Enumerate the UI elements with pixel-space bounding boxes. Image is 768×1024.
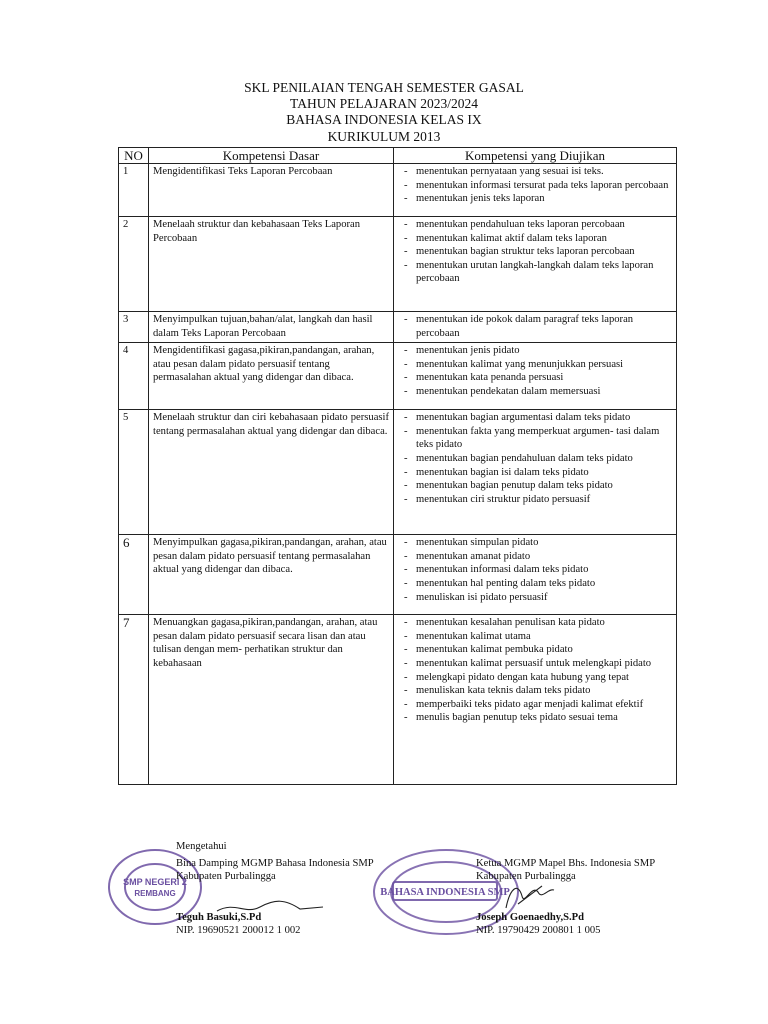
kompetensi-diujikan-cell (394, 164, 677, 217)
left-signer-place: Kabupaten Purbalingga (176, 871, 276, 882)
kompetensi-dasar-cell: Menyimpulkan tujuan,bahan/alat, langkah dan hasil dalam Teks Laporan Percobaan (149, 312, 394, 343)
kompetensi-dasar-cell: Mengidentifikasi gagasa,pikiran,pandangan, arahan, atau pesan dalam pidato persuasif tentang permasalahan aktual yang didengar dan dibaca. (149, 343, 394, 410)
row-number: 3 (119, 312, 149, 343)
competency-item: - menentukan kesalahan penulisan kata pidato (398, 616, 672, 630)
row-number: 6 (119, 535, 149, 615)
competency-item: - melengkapi pidato dengan kata hubung yang tepat (398, 671, 672, 685)
competency-item: - menentukan hal penting dalam teks pidato (398, 577, 672, 591)
document-title-line-3: BAHASA INDONESIA KELAS IX (286, 112, 482, 127)
header-kompetensi-diujikan: Kompetensi yang Diujikan (394, 148, 677, 164)
document-title-line-2: TAHUN PELAJARAN 2023/2024 (290, 96, 478, 111)
competency-item: - menentukan amanat pidato (398, 550, 672, 564)
competency-item: - menuliskan isi pidato persuasif (398, 591, 672, 605)
table-row (119, 410, 677, 535)
competency-item: - memperbaiki teks pidato agar menjadi kalimat efektif (398, 698, 672, 712)
right-signer-nip: NIP. 19790429 200801 1 005 (476, 925, 601, 936)
kompetensi-diujikan-cell (394, 535, 677, 615)
kompetensi-dasar-cell: Menelaah struktur dan kebahasaan Teks Laporan Percobaan (149, 217, 394, 312)
competency-item: - menentukan kalimat persuasif untuk melengkapi pidato (398, 657, 672, 671)
right-signer-name: Joseph Goenaedhy,S.Pd (476, 912, 585, 923)
competency-item: - menentukan kata penanda persuasi (398, 371, 672, 385)
competency-item: - menentukan jenis teks laporan (398, 192, 672, 206)
kompetensi-diujikan-cell (394, 343, 677, 410)
kompetensi-dasar-cell: Menuangkan gagasa,pikiran,pandangan, arahan, atau pesan dalam pidato persuasif secara lisan dan atau tulisan dengan mem- perhatikan struktur dan kebahasaan (149, 615, 394, 785)
competency-item: - menentukan kalimat utama (398, 630, 672, 644)
row-number: 4 (119, 343, 149, 410)
competency-item: - menentukan simpulan pidato (398, 536, 672, 550)
document-title-line-1: SKL PENILAIAN TENGAH SEMESTER GASAL (244, 80, 524, 95)
competency-item: - menentukan jenis pidato (398, 344, 672, 358)
competency-item: - menentukan informasi dalam teks pidato (398, 563, 672, 577)
skl-table (118, 147, 677, 785)
competency-item: - menentukan kalimat pembuka pidato (398, 643, 672, 657)
competency-item: - menentukan bagian struktur teks laporan percobaan (398, 245, 672, 259)
competency-item: - menentukan kalimat yang menunjukkan persuasi (398, 358, 672, 372)
competency-item: - menentukan fakta yang memperkuat argumen- tasi dalam teks pidato (398, 425, 672, 452)
right-signer-role: Ketua MGMP Mapel Bhs. Indonesia SMP (476, 858, 656, 869)
kompetensi-diujikan-cell (394, 410, 677, 535)
competency-item: - menentukan bagian isi dalam teks pidato (398, 466, 672, 480)
header-kompetensi-dasar: Kompetensi Dasar (149, 148, 394, 164)
document-title-line-4: KURIKULUM 2013 (327, 129, 441, 144)
left-signer-nip: NIP. 19690521 200012 1 002 (176, 925, 301, 936)
mengetahui-label: Mengetahui (176, 841, 227, 852)
competency-item: - menentukan ide pokok dalam paragraf teks laporan percobaan (398, 313, 672, 340)
stamp-left-text-top: SMP NEGERI 2 (123, 877, 187, 887)
competency-item: - menulis bagian penutup teks pidato sesuai tema (398, 711, 672, 725)
kompetensi-dasar-cell: Menyimpulkan gagasa,pikiran,pandangan, arahan, atau pesan dalam pidato persuasif tentang permasalahan aktual yang didengar dan dibaca. (149, 535, 394, 615)
kompetensi-diujikan-cell (394, 217, 677, 312)
competency-item: - menentukan ciri struktur pidato persuasif (398, 493, 672, 507)
table-row (119, 343, 677, 410)
left-signer-role: Bina Damping MGMP Bahasa Indonesia SMP (176, 858, 374, 869)
row-number: 7 (119, 615, 149, 785)
stamp-right-text: BAHASA INDONESIA SMP (380, 887, 510, 898)
stamp-left-text-bottom: REMBANG (134, 889, 176, 898)
kompetensi-dasar-cell: Menelaah struktur dan ciri kebahasaan pidato persuasif tentang permasalahan aktual yang didengar dan dibaca. (149, 410, 394, 535)
competency-item: - menentukan pernyataan yang sesuai isi teks. (398, 165, 672, 179)
table-row (119, 217, 677, 312)
header-no: NO (119, 148, 149, 164)
row-number: 5 (119, 410, 149, 535)
table-row (119, 615, 677, 785)
row-number: 2 (119, 217, 149, 312)
left-signer-name: Teguh Basuki,S.Pd (176, 912, 262, 923)
table-header-row (119, 148, 677, 164)
kompetensi-diujikan-cell (394, 312, 677, 343)
table-row (119, 164, 677, 217)
row-number: 1 (119, 164, 149, 217)
competency-item: - menentukan bagian penutup dalam teks pidato (398, 479, 672, 493)
kompetensi-dasar-cell: Mengidentifikasi Teks Laporan Percobaan (149, 164, 394, 217)
table-row (119, 312, 677, 343)
competency-item: - menentukan pendekatan dalam memersuasi (398, 385, 672, 399)
competency-item: - menentukan bagian argumentasi dalam teks pidato (398, 411, 672, 425)
competency-item: - menentukan urutan langkah-langkah dalam teks laporan percobaan (398, 259, 672, 286)
competency-item: - menuliskan kata teknis dalam teks pidato (398, 684, 672, 698)
competency-item: - menentukan pendahuluan teks laporan percobaan (398, 218, 672, 232)
right-signer-place: Kabupaten Purbalingga (476, 871, 576, 882)
competency-item: - menentukan kalimat aktif dalam teks laporan (398, 232, 672, 246)
competency-item: - menentukan informasi tersurat pada teks laporan percobaan (398, 179, 672, 193)
kompetensi-diujikan-cell (394, 615, 677, 785)
table-row (119, 535, 677, 615)
competency-item: - menentukan bagian pendahuluan dalam teks pidato (398, 452, 672, 466)
